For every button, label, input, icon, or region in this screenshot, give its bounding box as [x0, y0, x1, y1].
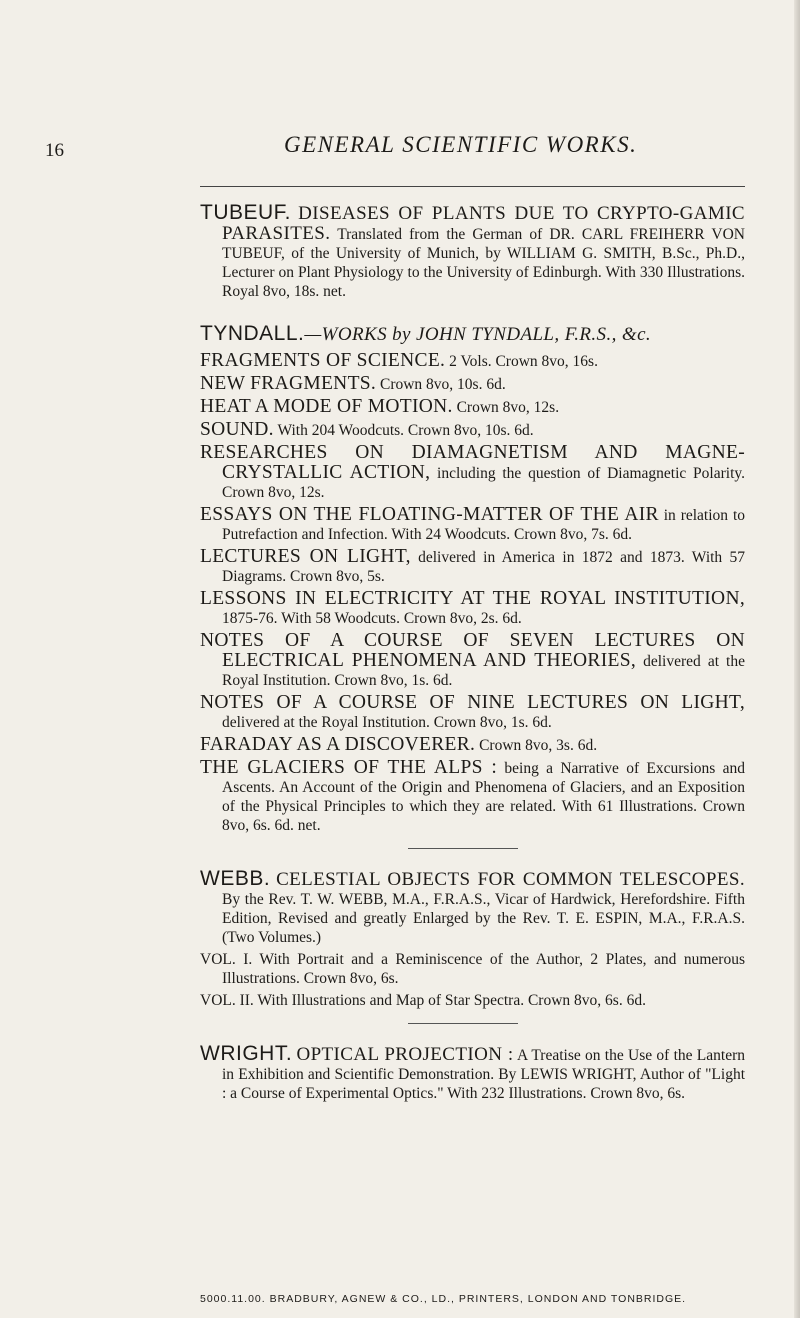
tyndall-work-item: [200, 735, 745, 755]
book-title: CELESTIAL OBJECTS FOR COMMON TELESCOPES.: [276, 869, 745, 890]
work-details: 1875-76. With 58 Woodcuts. Crown 8vo, 2s. 6d.: [222, 610, 522, 627]
tyndall-work-item: [200, 505, 745, 544]
tyndall-work-item: [200, 351, 745, 371]
page-edge-shadow: [794, 0, 800, 1318]
running-title: GENERAL SCIENTIFIC WORKS.: [284, 132, 638, 157]
work-details: With 204 Woodcuts. Crown 8vo, 10s. 6d.: [277, 422, 534, 439]
work-title: NOTES OF A COURSE OF SEVEN LECTURES ON ELECTRICAL PHENOMENA AND THEORIES,: [200, 630, 745, 671]
section-divider: [408, 848, 518, 849]
tyndall-work-item: [200, 758, 745, 835]
tyndall-work-item: [200, 589, 745, 628]
work-details: 2 Vols. Crown 8vo, 16s.: [449, 353, 598, 370]
author-name: TYNDALL.: [200, 322, 305, 345]
book-description: By the Rev. T. W. WEBB, M.A., F.R.A.S., Vicar of Hardwick, Herefordshire. Fifth Edition, Revised and greatly Enlarged by the Rev. T. E. ESPIN, M.A., F.R.A.S. (Two Volumes.): [222, 891, 745, 946]
work-details: in relation to Putrefaction and Infection. With 24 Woodcuts. Crown 8vo, 7s. 6d.: [222, 507, 746, 543]
header-rule: [200, 186, 745, 187]
tubeuf-paragraph: [200, 203, 745, 301]
section-divider: [408, 1023, 518, 1024]
work-title: SOUND.: [200, 419, 274, 440]
book-description: Translated from the German of DR. CARL FREIHERR VON TUBEUF, of the University of Munich, by WILLIAM G. SMITH, B.Sc., Ph.D., Lecturer on Plant Physiology to the University of Edinburgh. With 330 Illustrations. Royal 8vo, 18s. net.: [222, 226, 745, 300]
webb-volume-1: VOL. I. With Portrait and a Reminiscence of the Author, 2 Plates, and numerous Illustrations. Crown 8vo, 6s.: [200, 951, 745, 987]
entry-tubeuf: [200, 203, 745, 301]
tyndall-heading: [200, 324, 745, 345]
author-name: TUBEUF.: [200, 201, 292, 224]
work-title: HEAT A MODE OF MOTION.: [200, 396, 453, 417]
work-details: Crown 8vo, 3s. 6d.: [479, 737, 598, 754]
work-title: LESSONS IN ELECTRICITY AT THE ROYAL INSTITUTION,: [200, 588, 745, 609]
work-title: ESSAYS ON THE FLOATING-MATTER OF THE AIR: [200, 504, 659, 525]
tyndall-work-item: [200, 547, 745, 586]
work-title: THE GLACIERS OF THE ALPS :: [200, 757, 498, 778]
tyndall-work-item: [200, 443, 745, 502]
work-details: being a Narrative of Excursions and Ascents. An Account of the Origin and Phenomena of Glaciers, and an Exposition of the Physical Principles to which they are related. With 61 Illustrations. Crown 8vo, 6s. 6d. net.: [222, 760, 745, 834]
entry-tyndall: [200, 324, 745, 835]
webb-paragraph: [200, 869, 745, 947]
work-title: RESEARCHES ON DIAMAGNETISM AND MAGNE-CRYSTALLIC ACTION,: [200, 442, 745, 483]
work-details: delivered in America in 1872 and 1873. With 57 Diagrams. Crown 8vo, 5s.: [222, 549, 746, 585]
tyndall-works-list: [200, 351, 745, 835]
page-number: 16: [45, 140, 64, 161]
work-details: Crown 8vo, 12s.: [456, 399, 560, 416]
work-title: FRAGMENTS OF SCIENCE.: [200, 350, 446, 371]
tyndall-work-item: [200, 420, 745, 440]
work-details: delivered at the Royal Institution. Crown 8vo, 1s. 6d.: [222, 714, 552, 731]
entry-webb: [200, 869, 745, 1010]
work-details: including the question of Diamagnetic Polarity. Crown 8vo, 12s.: [222, 465, 745, 501]
tyndall-work-item: [200, 374, 745, 394]
tyndall-work-item: [200, 693, 745, 732]
printer-imprint: 5000.11.00. BRADBURY, AGNEW & CO., LD., PRINTERS, LONDON AND TONBRIDGE.: [200, 1293, 687, 1305]
work-title: NOTES OF A COURSE OF NINE LECTURES ON LIGHT,: [200, 692, 745, 713]
book-description: A Treatise on the Use of the Lantern in Exhibition and Scientific Demonstration. By LEWIS WRIGHT, Author of "Light : a Course of Experimental Optics." With 232 Illustrations. Crown 8vo, 6s.: [222, 1047, 746, 1102]
author-name: WRIGHT.: [200, 1042, 293, 1065]
book-title: OPTICAL PROJECTION :: [296, 1044, 514, 1065]
wright-paragraph: [200, 1044, 745, 1103]
catalogue-content: [200, 203, 745, 1126]
tyndall-work-item: [200, 631, 745, 690]
work-details: Crown 8vo, 10s. 6d.: [379, 376, 506, 393]
tyndall-work-item: [200, 397, 745, 417]
webb-volume-2: VOL. II. With Illustrations and Map of Star Spectra. Crown 8vo, 6s. 6d.: [200, 992, 646, 1009]
author-name: WEBB.: [200, 867, 271, 890]
entry-wright: [200, 1044, 745, 1103]
work-title: NEW FRAGMENTS.: [200, 373, 377, 394]
work-title: LECTURES ON LIGHT,: [200, 546, 411, 567]
work-details: delivered at the Royal Institution. Crown 8vo, 1s. 6d.: [222, 653, 745, 689]
author-subtitle: —WORKS by JOHN TYNDALL, F.R.S., &c.: [304, 324, 652, 345]
work-title: FARADAY AS A DISCOVERER.: [200, 734, 476, 755]
book-title: DISEASES OF PLANTS DUE TO CRYPTO-GAMIC PARASITES.: [222, 203, 745, 244]
